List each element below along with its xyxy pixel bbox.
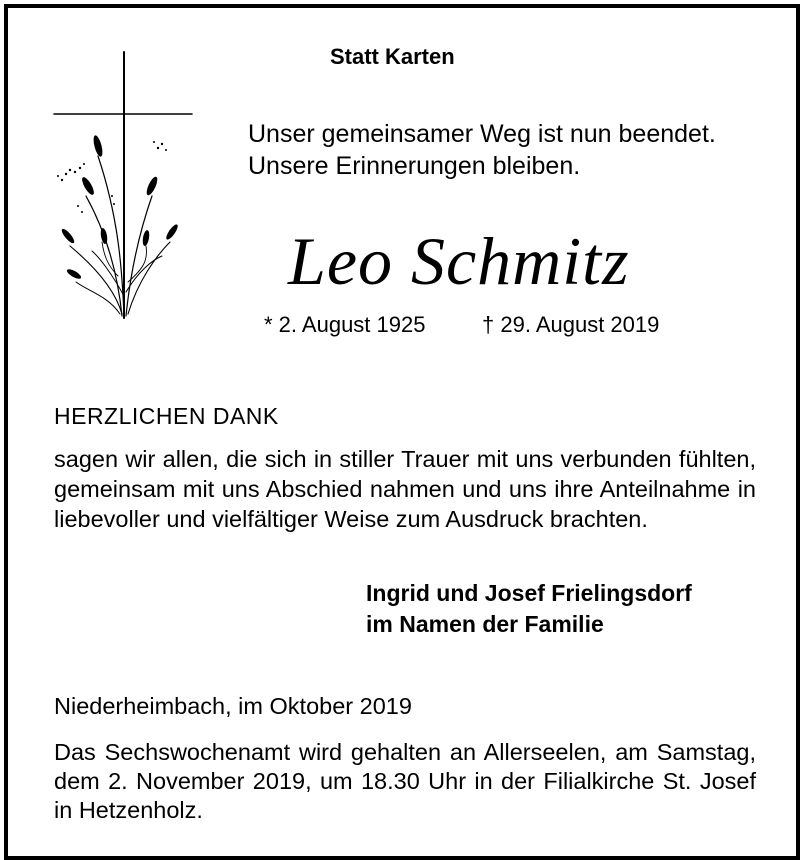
signature bbox=[366, 578, 692, 640]
place-and-date: Niederheimbach, im Oktober 2019 bbox=[54, 693, 412, 719]
intro-line-2: Unsere Erinnerungen bleiben. bbox=[248, 152, 581, 180]
deceased-name: Leo Schmitz bbox=[288, 223, 630, 299]
thanks-body-text: sagen wir allen, die sich in stiller Trauer mit uns verbunden fühlten, gemeinsam mit uns Abschied nahmen und uns ihre Anteilnahme in liebevoller und vielfältiger Weise zum Ausdruck brachten. bbox=[54, 446, 756, 532]
intro-line-1: Unser gemeinsamer Weg ist nun beendet. bbox=[248, 120, 716, 148]
thanks-heading: HERZLICHEN DANK bbox=[54, 403, 279, 429]
death-date: † 29. August 2019 bbox=[482, 312, 660, 337]
intro-text bbox=[248, 118, 716, 182]
cross-with-wheat-icon bbox=[48, 46, 198, 326]
memorial-service-notice: Das Sechswochenamt wird gehalten an Allerseelen, am Samstag, dem 2. November 2019, um 18.30 Uhr in der Filialkirche St. Josef in Hetzenholz. bbox=[54, 739, 756, 823]
header-title: Statt Karten bbox=[330, 44, 455, 69]
signature-family: im Namen der Familie bbox=[366, 611, 604, 637]
birth-date: * 2. August 1925 bbox=[264, 312, 426, 337]
signature-names: Ingrid und Josef Frielingsdorf bbox=[366, 580, 692, 606]
